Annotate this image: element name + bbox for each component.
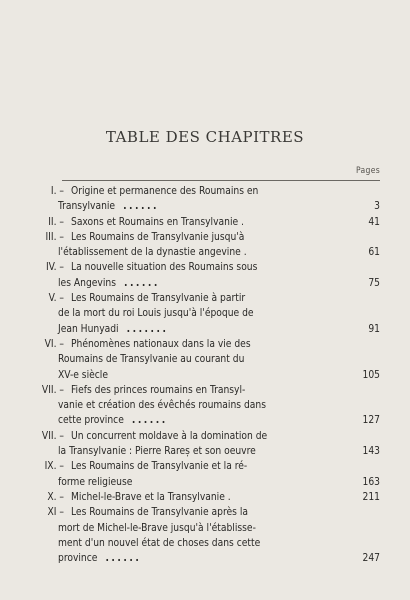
toc-line (0, 368, 410, 383)
toc-line (0, 521, 410, 536)
toc-entry (0, 260, 410, 291)
chapter-title-line: ment d'un nouvel état de choses dans cette (58, 537, 261, 549)
page-number: 127 (362, 415, 380, 427)
toc-line (0, 230, 410, 245)
toc-line (0, 383, 410, 398)
toc-line (0, 337, 410, 352)
toc-line (0, 322, 410, 337)
chapter-title-line: province ...... (58, 551, 368, 566)
chapter-title-line: forme religieuse (58, 476, 133, 488)
page-number: 61 (368, 247, 380, 259)
toc-entry (0, 383, 410, 429)
leader-dots: ....... (126, 323, 169, 335)
chapter-title-line: Les Roumains de Transylvanie après la (71, 507, 248, 519)
page-number: 91 (368, 323, 380, 335)
chapter-title-line: Les Roumains de Transylvanie et la ré- (71, 461, 248, 473)
chapter-title-line: Michel-le-Brave et la Transylvanie . (71, 491, 231, 503)
toc-line (0, 276, 410, 291)
chapter-number: XI – (47, 507, 64, 519)
chapter-title-line: Un concurrent moldave à la domination de (71, 430, 268, 442)
chapter-title-line: Roumains de Transylvanie au courant du (58, 354, 245, 366)
toc-line (0, 505, 410, 520)
toc-line (0, 398, 410, 413)
page-number: 247 (362, 553, 380, 565)
leader-dots: ...... (123, 201, 159, 213)
toc-line (0, 215, 410, 230)
chapter-title-line: vanie et création des évêchés roumains dans (58, 400, 266, 412)
chapter-title-line: Saxons et Roumains en Transylvanie . (71, 216, 244, 228)
page-number: 211 (362, 491, 380, 503)
page-number: 41 (368, 216, 380, 228)
page-number: 143 (362, 446, 380, 458)
toc-line (0, 490, 410, 505)
chapter-title-line: Les Roumains de Transylvanie à partir (71, 293, 246, 305)
toc-entry (0, 215, 410, 230)
page-title: TABLE DES CHAPITRES (105, 128, 305, 146)
chapter-number: IX. – (44, 461, 64, 473)
toc-line (0, 260, 410, 275)
chapter-title-line: cette province ...... (58, 413, 368, 428)
toc-line (0, 352, 410, 367)
chapter-title-line: la Transylvanie : Pierre Rareș et son oeuvre (58, 446, 256, 458)
chapter-number: X. – (47, 491, 64, 503)
chapter-number: II. – (48, 216, 64, 228)
toc-line (0, 184, 410, 199)
chapter-title-line: Origine et permanence des Roumains en (71, 186, 259, 197)
chapter-title-line: de la mort du roi Louis jusqu'à l'époque de (58, 308, 254, 320)
toc-entry (0, 230, 410, 261)
chapter-title-line: l'établissement de la dynastie angevine . (58, 247, 247, 259)
chapter-number: III. – (45, 231, 64, 243)
leader-dots: ...... (123, 277, 160, 289)
chapter-number: IV. – (45, 262, 64, 274)
page-number: 163 (362, 476, 380, 488)
toc-entry (0, 505, 410, 566)
toc-line (0, 429, 410, 444)
page-number: 75 (368, 277, 380, 289)
chapter-title-line: La nouvelle situation des Roumains sous (71, 262, 258, 274)
toc-line (0, 306, 410, 321)
toc-line (0, 291, 410, 306)
chapter-title-line: mort de Michel-le-Brave jusqu'à l'établisse- (58, 522, 256, 534)
chapter-title-line: Jean Hunyadi ....... (58, 322, 368, 337)
pages-column-header: Pages (356, 166, 380, 176)
chapter-title-line: Transylvanie ...... (58, 199, 368, 214)
toc-entry (0, 459, 410, 490)
toc-line (0, 444, 410, 459)
toc-entry (0, 490, 410, 505)
chapter-number: I. – (50, 186, 64, 197)
page-number: 105 (362, 369, 380, 381)
chapter-title-line: Phénomènes nationaux dans la vie des (71, 338, 251, 350)
leader-dots: ...... (105, 553, 142, 565)
chapter-title-line: Les Roumains de Transylvanie jusqu'à (71, 231, 245, 243)
toc-entry (0, 184, 410, 215)
chapter-number: VI. – (44, 338, 64, 350)
chapter-number: VII. – (41, 430, 64, 442)
toc-line (0, 459, 410, 474)
chapter-title-line: Fiefs des princes roumains en Transyl- (71, 384, 246, 396)
toc-line (0, 199, 410, 214)
chapter-title-line: les Angevins ...... (58, 276, 368, 291)
toc-line (0, 475, 410, 490)
header-rule (62, 180, 380, 181)
page-number: 3 (374, 201, 380, 213)
chapter-title-line: XV-e siècle (58, 369, 108, 381)
toc-entry (0, 291, 410, 337)
toc-line (0, 536, 410, 551)
toc-line (0, 413, 410, 428)
table-of-contents (0, 184, 410, 566)
toc-line (0, 245, 410, 260)
toc-line (0, 551, 410, 566)
toc-entry (0, 337, 410, 383)
leader-dots: ...... (131, 415, 168, 427)
toc-entry (0, 429, 410, 460)
chapter-number: VII. – (41, 384, 64, 396)
chapter-number: V. – (48, 293, 64, 305)
